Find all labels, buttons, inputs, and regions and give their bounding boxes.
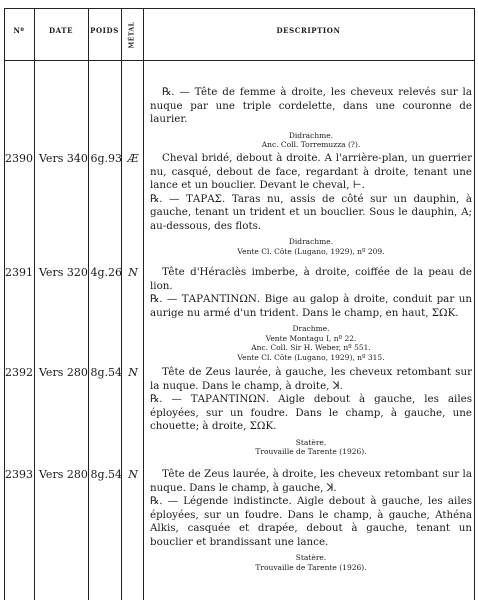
entry-date: Vers 280 [39,366,88,379]
entry-description [150,468,472,572]
obverse-text: Tête de Zeus laurée, à droite, les cheveux retombant sur la nuque. Dans le champ, à gauche, ꓘ. [150,468,472,494]
reverse-text: ℞. — ΤΑΡΑΝΤΙΝΩΝ. Aigle debout à gauche, les ailes éployées, sur un foudre. Dans le champ, à gauche, une chouette; à droite, ΣΩΚ. [150,393,472,432]
header-description: DESCRIPTION [276,26,341,35]
entry-note [150,237,472,256]
table-top-rule [4,8,474,9]
reverse-text: ℞. — ΤΑΡΑΣ. Taras nu, assis de côté sur un dauphin, à gauche, tenant un trident et un bouclier. Sous le dauphin, A; au-dessous, des flots. [150,192,472,232]
entry-note [150,553,472,572]
entry-date: Vers 320 [39,266,88,279]
entry-number: 2391 [5,266,33,279]
reverse-text: ℞. — ΤΑΡΑΝΤΙΝΩΝ. Bige au galop à droite, conduit par un aurige nu armé d'un trident. Dans le champ, en haut, ΣΩΚ. [150,293,472,319]
entry-date: Vers 280 [39,468,88,481]
provenance: Trouvaille de Tarente (1926). [255,447,367,456]
entry-description [150,266,472,362]
entry-date: Vers 340 [39,152,88,165]
entry-metal: Æ [127,152,139,165]
header-metal [121,12,143,58]
entry-note [150,131,472,150]
entry-metal: N [128,266,138,279]
denomination: Drachme. [292,324,330,333]
provenance: Vente Cl. Côte (Lugano, 1929), nº 209. [237,246,385,256]
provenance: Anc. Coll. Torremuzza (?). [261,140,361,149]
entry-description [150,152,472,256]
entry-note [150,438,472,457]
provenance: Vente Montagu I, nº 22. [265,333,357,343]
entry-description [150,86,472,150]
obverse-text: Tête de Zeus laurée, à gauche, les cheveux retombant sur la nuque. Dans le champ, à droite, ꓘ. [150,366,472,392]
header-metal-label: MÉTAL [128,21,136,49]
entry-number: 2390 [5,152,33,165]
column-rule [88,8,89,600]
entry-metal: N [128,366,138,379]
column-rule [34,8,35,600]
entry-weight: 8g.54 [90,468,122,481]
column-rule [4,8,5,600]
entry-number: 2393 [5,468,33,481]
obverse-text: Cheval bridé, debout à droite. A l'arrière-plan, un guerrier nu, casqué, debout de face, regardant à droite, tenant une lance et un bouclier. Devant le cheval, ⊢. [150,152,472,191]
header-number: Nº [13,26,25,35]
entry-metal: N [128,468,138,481]
obverse-text: Tête d'Héraclès imberbe, à droite, coiffée de la peau de lion. [150,266,472,292]
column-rule [121,8,122,600]
denomination: Statère. [295,553,327,562]
entry-number: 2392 [5,366,33,379]
header-weight: POIDS [90,26,119,35]
denomination: Didrachme. [288,130,334,140]
entry-weight: 8g.54 [90,366,122,379]
table-header-rule [4,60,474,61]
provenance: Vente Cl. Côte (Lugano, 1929), nº 315. [237,352,385,362]
entry-note [150,324,472,362]
entry-weight: 4g.26 [90,266,122,279]
reverse-text: ℞. — Légende indistincte. Aigle debout à gauche, les ailes éployées, sur un foudre. Dans le champ, à gauche, Athéna Alkis, casquée et drapée, debout à gauche, tenant un bouclier et brandissant une lance. [150,495,472,548]
reverse-text: ℞. — Tête de femme à droite, les cheveux relevés sur la nuque par une triple cordelette, dans une couronne de laurier. [150,86,472,125]
header-date: DATE [48,26,74,35]
entry-description [150,366,472,457]
entry-weight: 6g.93 [90,152,122,165]
denomination: Statère. [295,437,327,447]
column-rule [143,8,144,600]
provenance: Anc. Coll. Sir H. Weber, nº 551. [251,343,371,352]
column-rule [474,8,475,600]
provenance: Trouvaille de Tarente (1926). [255,562,367,572]
denomination: Didrachme. [288,237,334,246]
